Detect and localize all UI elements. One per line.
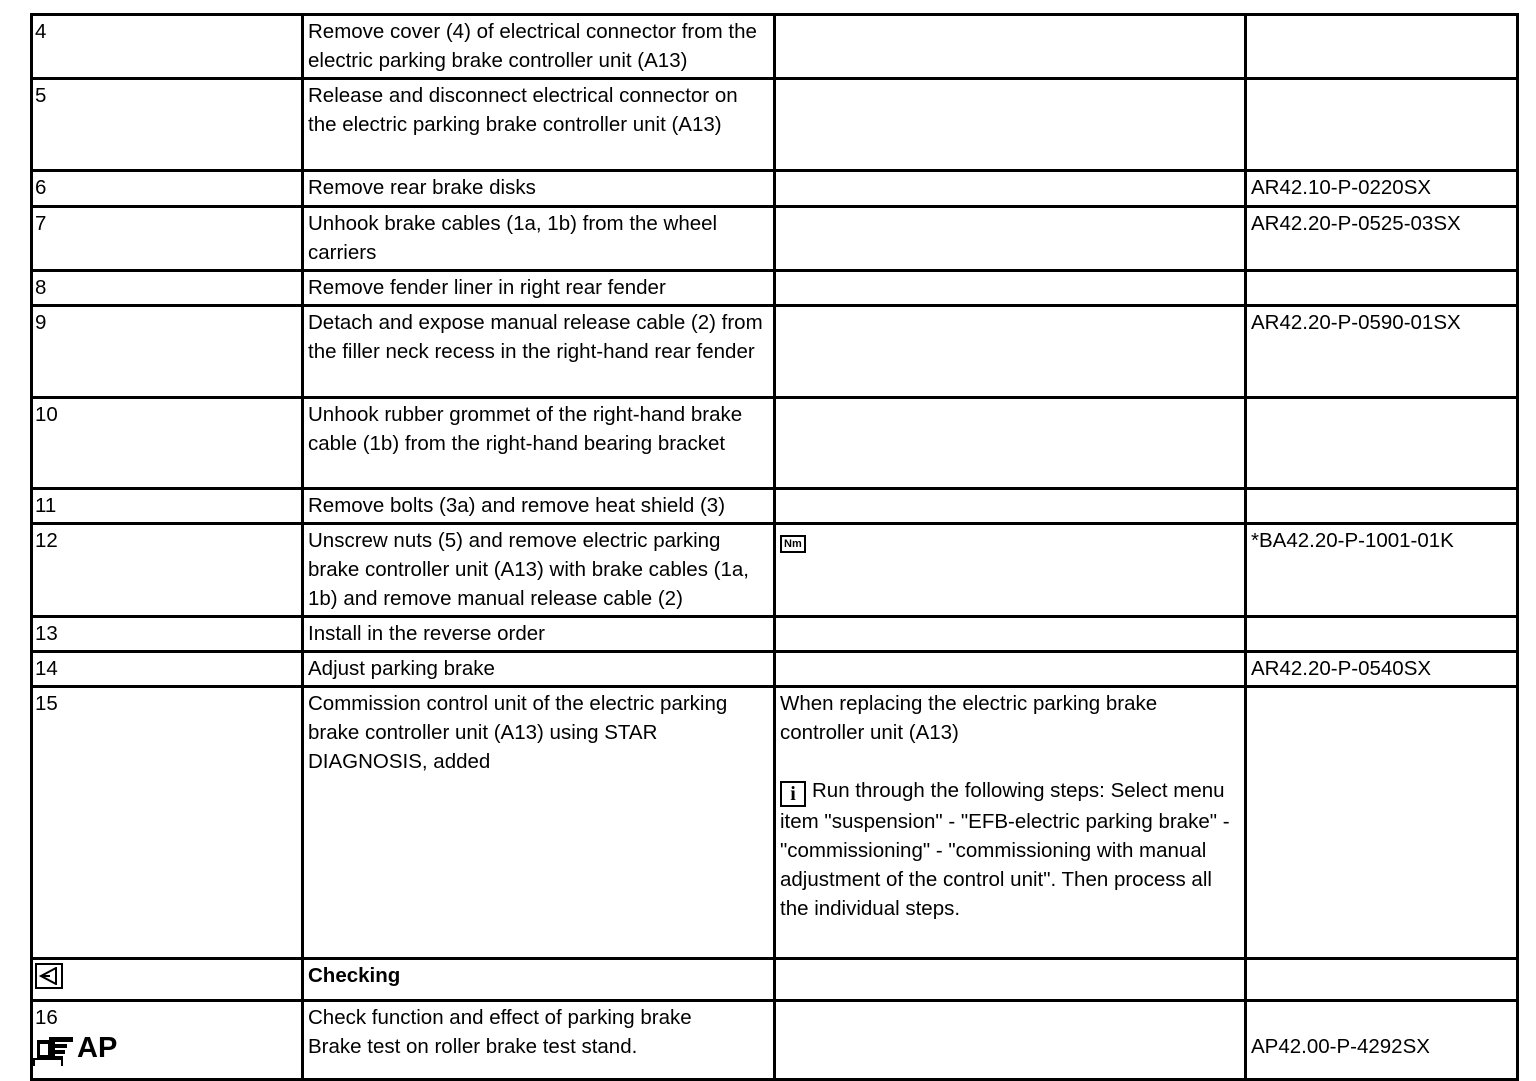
step-reference[interactable]: AR42.20-P-0590-01SX [1246, 306, 1518, 398]
step-note [775, 959, 1246, 1001]
table-row [32, 489, 1518, 524]
step-reference[interactable] [1246, 617, 1518, 652]
table-row [32, 1001, 1518, 1080]
step-number: 12 [32, 524, 303, 617]
reference-link[interactable]: AP42.00-P-4292SX [1251, 1035, 1430, 1058]
step-number: 8 [32, 271, 303, 306]
step-number: 6 [32, 171, 303, 207]
step-number: 5 [32, 79, 303, 171]
section-heading: Checking [303, 959, 775, 1001]
torque-nm-icon[interactable]: Nm [780, 535, 806, 553]
back-arrow-icon[interactable] [35, 963, 63, 989]
step-number: 4 [32, 15, 303, 79]
step-number: 10 [32, 398, 303, 489]
step-note [775, 15, 1246, 79]
step-number: 11 [32, 489, 303, 524]
step-action: Remove bolts (3a) and remove heat shield (3) [303, 489, 775, 524]
step-number: 7 [32, 207, 303, 271]
section-marker [32, 959, 303, 1001]
step-reference[interactable] [1246, 398, 1518, 489]
step-reference[interactable]: *BA42.20-P-1001-01K [1246, 524, 1518, 617]
step-note [775, 1001, 1246, 1080]
step-note [775, 687, 1246, 959]
step-action: Unhook rubber grommet of the right-hand brake cable (1b) from the right-hand bearing bracket [303, 398, 775, 489]
note-spacer [780, 747, 1240, 776]
step-action: Adjust parking brake [303, 652, 775, 687]
step-action: Detach and expose manual release cable (2) from the filler neck recess in the right-hand rear fender [303, 306, 775, 398]
step-reference[interactable] [1246, 271, 1518, 306]
table-row [32, 271, 1518, 306]
table-row [32, 171, 1518, 207]
step-action: Unscrew nuts (5) and remove electric parking brake controller unit (A13) with brake cables (1a, 1b) and remove manual release cable (2) [303, 524, 775, 617]
step-action: Remove rear brake disks [303, 171, 775, 207]
step-note [775, 79, 1246, 171]
step-reference[interactable]: AR42.20-P-0525-03SX [1246, 207, 1518, 271]
step-action-line: Brake test on roller brake test stand. [308, 1035, 638, 1058]
step-note [775, 171, 1246, 207]
ap-link[interactable] [35, 1032, 297, 1064]
step-reference [1246, 959, 1518, 1001]
step-reference[interactable]: AR42.10-P-0220SX [1246, 171, 1518, 207]
step-action: Install in the reverse order [303, 617, 775, 652]
step-note [775, 489, 1246, 524]
step-note [775, 617, 1246, 652]
table-row [32, 687, 1518, 959]
step-note [775, 271, 1246, 306]
step-number: 16 [35, 1006, 58, 1029]
step-number: 9 [32, 306, 303, 398]
step-reference[interactable]: AR42.20-P-0540SX [1246, 652, 1518, 687]
table-row [32, 207, 1518, 271]
step-action-line: Check function and effect of parking brake [308, 1006, 692, 1029]
table-row [32, 15, 1518, 79]
step-reference[interactable] [1246, 15, 1518, 79]
step-reference[interactable] [1246, 1001, 1518, 1080]
step-note [775, 398, 1246, 489]
step-action: Unhook brake cables (1a, 1b) from the wheel carriers [303, 207, 775, 271]
table-row [32, 79, 1518, 171]
step-number: 14 [32, 652, 303, 687]
note-instructions [780, 776, 1240, 923]
table-row [32, 398, 1518, 489]
step-number: 15 [32, 687, 303, 959]
table-row [32, 959, 1518, 1001]
step-number-cell [32, 1001, 303, 1080]
step-action: Remove cover (4) of electrical connector from the electric parking brake controller unit (A13) [303, 15, 775, 79]
step-number: 13 [32, 617, 303, 652]
step-reference[interactable] [1246, 687, 1518, 959]
step-action: Remove fender liner in right rear fender [303, 271, 775, 306]
table-row [32, 652, 1518, 687]
note-condition: When replacing the electric parking brake controller unit (A13) [780, 692, 1158, 744]
info-icon: i [780, 781, 806, 807]
page-edge-mark [33, 1058, 63, 1066]
step-action: Commission control unit of the electric parking brake controller unit (A13) using STAR DIAGNOSIS, added [303, 687, 775, 959]
step-note [775, 306, 1246, 398]
table-row [32, 524, 1518, 617]
step-action [303, 1001, 775, 1080]
table-row [32, 306, 1518, 398]
procedure-table [30, 13, 1519, 1081]
ap-label: AP [77, 1032, 118, 1064]
note-instructions-text: Run through the following steps: Select menu item "suspension" - "EFB-electric parking brake" - "commissioning" - "commissioning with manual adjustment of the control unit". Then process all the individual steps. [780, 779, 1230, 920]
step-note [775, 207, 1246, 271]
step-reference[interactable] [1246, 79, 1518, 171]
step-note [775, 652, 1246, 687]
step-note [775, 524, 1246, 617]
step-action: Release and disconnect electrical connector on the electric parking brake controller unit (A13) [303, 79, 775, 171]
table-row [32, 617, 1518, 652]
step-reference[interactable] [1246, 489, 1518, 524]
